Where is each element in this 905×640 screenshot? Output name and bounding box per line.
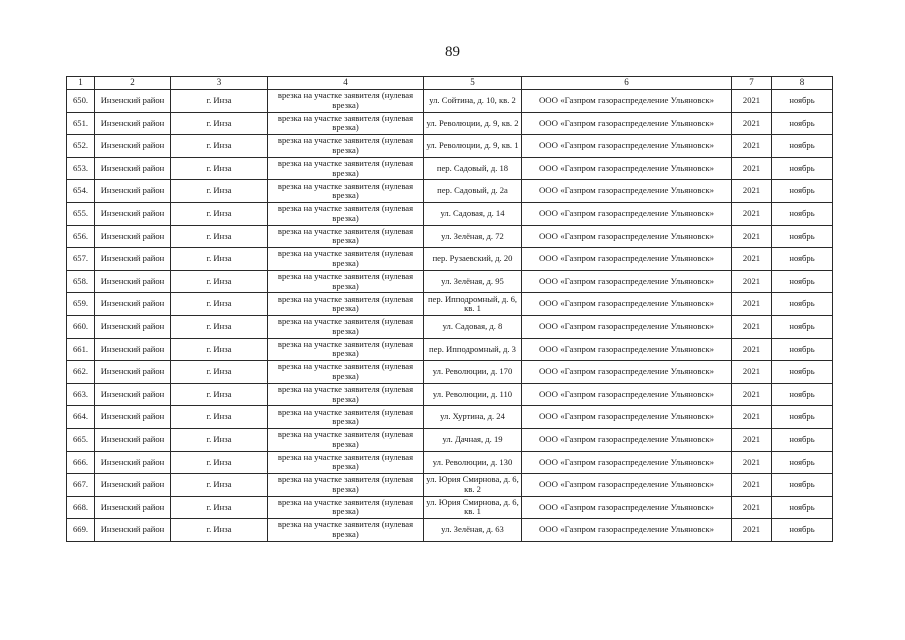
month-cell: ноябрь <box>772 135 833 158</box>
work-type-cell: врезка на участке заявителя (нулевая врезка) <box>268 135 424 158</box>
row-number-cell: 655. <box>67 202 95 225</box>
table-row <box>67 383 833 406</box>
locality-cell: г. Инза <box>171 248 268 271</box>
district-cell: Инзенский район <box>95 90 171 113</box>
table-row <box>67 293 833 316</box>
district-cell: Инзенский район <box>95 474 171 497</box>
row-number-cell: 657. <box>67 248 95 271</box>
year-cell: 2021 <box>732 496 772 519</box>
address-cell: пер. Садовый, д. 18 <box>424 157 522 180</box>
work-type-cell: врезка на участке заявителя (нулевая врезка) <box>268 180 424 203</box>
year-cell: 2021 <box>732 338 772 361</box>
year-cell: 2021 <box>732 270 772 293</box>
work-type-cell: врезка на участке заявителя (нулевая врезка) <box>268 270 424 293</box>
locality-cell: г. Инза <box>171 519 268 542</box>
year-cell: 2021 <box>732 474 772 497</box>
district-cell: Инзенский район <box>95 451 171 474</box>
district-cell: Инзенский район <box>95 135 171 158</box>
year-cell: 2021 <box>732 112 772 135</box>
organization-cell: ООО «Газпром газораспределение Ульяновск» <box>522 315 732 338</box>
organization-cell: ООО «Газпром газораспределение Ульяновск» <box>522 112 732 135</box>
month-cell: ноябрь <box>772 361 833 384</box>
year-cell: 2021 <box>732 519 772 542</box>
column-header: 6 <box>522 77 732 90</box>
district-cell: Инзенский район <box>95 180 171 203</box>
district-cell: Инзенский район <box>95 406 171 429</box>
month-cell: ноябрь <box>772 428 833 451</box>
work-type-cell: врезка на участке заявителя (нулевая врезка) <box>268 202 424 225</box>
locality-cell: г. Инза <box>171 361 268 384</box>
table-row <box>67 270 833 293</box>
organization-cell: ООО «Газпром газораспределение Ульяновск» <box>522 519 732 542</box>
district-cell: Инзенский район <box>95 361 171 384</box>
organization-cell: ООО «Газпром газораспределение Ульяновск» <box>522 361 732 384</box>
organization-cell: ООО «Газпром газораспределение Ульяновск» <box>522 338 732 361</box>
locality-cell: г. Инза <box>171 338 268 361</box>
row-number-cell: 652. <box>67 135 95 158</box>
address-cell: ул. Революции, д. 9, кв. 2 <box>424 112 522 135</box>
year-cell: 2021 <box>732 225 772 248</box>
year-cell: 2021 <box>732 361 772 384</box>
locality-cell: г. Инза <box>171 270 268 293</box>
row-number-cell: 663. <box>67 383 95 406</box>
address-cell: ул. Революции, д. 130 <box>424 451 522 474</box>
address-cell: ул. Зелёная, д. 63 <box>424 519 522 542</box>
organization-cell: ООО «Газпром газораспределение Ульяновск» <box>522 225 732 248</box>
work-type-cell: врезка на участке заявителя (нулевая врезка) <box>268 361 424 384</box>
organization-cell: ООО «Газпром газораспределение Ульяновск» <box>522 496 732 519</box>
table-row <box>67 361 833 384</box>
month-cell: ноябрь <box>772 519 833 542</box>
table-row <box>67 428 833 451</box>
year-cell: 2021 <box>732 406 772 429</box>
locality-cell: г. Инза <box>171 135 268 158</box>
locality-cell: г. Инза <box>171 474 268 497</box>
district-cell: Инзенский район <box>95 383 171 406</box>
row-number-cell: 658. <box>67 270 95 293</box>
district-cell: Инзенский район <box>95 293 171 316</box>
locality-cell: г. Инза <box>171 496 268 519</box>
locality-cell: г. Инза <box>171 451 268 474</box>
organization-cell: ООО «Газпром газораспределение Ульяновск» <box>522 270 732 293</box>
year-cell: 2021 <box>732 180 772 203</box>
row-number-cell: 660. <box>67 315 95 338</box>
row-number-cell: 650. <box>67 90 95 113</box>
row-number-cell: 659. <box>67 293 95 316</box>
year-cell: 2021 <box>732 383 772 406</box>
district-cell: Инзенский район <box>95 519 171 542</box>
column-header: 3 <box>171 77 268 90</box>
month-cell: ноябрь <box>772 90 833 113</box>
district-cell: Инзенский район <box>95 112 171 135</box>
organization-cell: ООО «Газпром газораспределение Ульяновск» <box>522 157 732 180</box>
district-cell: Инзенский район <box>95 157 171 180</box>
organization-cell: ООО «Газпром газораспределение Ульяновск» <box>522 248 732 271</box>
table-row <box>67 248 833 271</box>
table-row <box>67 451 833 474</box>
district-cell: Инзенский район <box>95 496 171 519</box>
locality-cell: г. Инза <box>171 225 268 248</box>
address-cell: ул. Зелёная, д. 72 <box>424 225 522 248</box>
month-cell: ноябрь <box>772 383 833 406</box>
month-cell: ноябрь <box>772 338 833 361</box>
row-number-cell: 667. <box>67 474 95 497</box>
row-number-cell: 656. <box>67 225 95 248</box>
organization-cell: ООО «Газпром газораспределение Ульяновск» <box>522 202 732 225</box>
year-cell: 2021 <box>732 157 772 180</box>
address-cell: ул. Сойтина, д. 10, кв. 2 <box>424 90 522 113</box>
row-number-cell: 665. <box>67 428 95 451</box>
table-row <box>67 90 833 113</box>
table-row <box>67 406 833 429</box>
row-number-cell: 664. <box>67 406 95 429</box>
work-type-cell: врезка на участке заявителя (нулевая врезка) <box>268 474 424 497</box>
address-cell: ул. Революции, д. 9, кв. 1 <box>424 135 522 158</box>
work-type-cell: врезка на участке заявителя (нулевая врезка) <box>268 225 424 248</box>
work-type-cell: врезка на участке заявителя (нулевая врезка) <box>268 519 424 542</box>
organization-cell: ООО «Газпром газораспределение Ульяновск» <box>522 180 732 203</box>
address-cell: ул. Юрия Смирнова, д. 6, кв. 2 <box>424 474 522 497</box>
work-type-cell: врезка на участке заявителя (нулевая врезка) <box>268 157 424 180</box>
month-cell: ноябрь <box>772 225 833 248</box>
month-cell: ноябрь <box>772 496 833 519</box>
row-number-cell: 654. <box>67 180 95 203</box>
address-cell: ул. Юрия Смирнова, д. 6, кв. 1 <box>424 496 522 519</box>
row-number-cell: 661. <box>67 338 95 361</box>
work-type-cell: врезка на участке заявителя (нулевая врезка) <box>268 293 424 316</box>
column-header: 1 <box>67 77 95 90</box>
locality-cell: г. Инза <box>171 406 268 429</box>
year-cell: 2021 <box>732 315 772 338</box>
work-type-cell: врезка на участке заявителя (нулевая врезка) <box>268 406 424 429</box>
organization-cell: ООО «Газпром газораспределение Ульяновск» <box>522 451 732 474</box>
column-header: 8 <box>772 77 833 90</box>
row-number-cell: 668. <box>67 496 95 519</box>
district-cell: Инзенский район <box>95 315 171 338</box>
organization-cell: ООО «Газпром газораспределение Ульяновск» <box>522 406 732 429</box>
month-cell: ноябрь <box>772 270 833 293</box>
work-type-cell: врезка на участке заявителя (нулевая врезка) <box>268 496 424 519</box>
table-row <box>67 225 833 248</box>
year-cell: 2021 <box>732 248 772 271</box>
month-cell: ноябрь <box>772 406 833 429</box>
year-cell: 2021 <box>732 293 772 316</box>
address-cell: ул. Зелёная, д. 95 <box>424 270 522 293</box>
row-number-cell: 669. <box>67 519 95 542</box>
address-cell: пер. Рузаевский, д. 20 <box>424 248 522 271</box>
locality-cell: г. Инза <box>171 112 268 135</box>
column-header: 4 <box>268 77 424 90</box>
district-cell: Инзенский район <box>95 202 171 225</box>
address-cell: ул. Дачная, д. 19 <box>424 428 522 451</box>
address-cell: ул. Революции, д. 170 <box>424 361 522 384</box>
table-row <box>67 496 833 519</box>
locality-cell: г. Инза <box>171 293 268 316</box>
address-cell: ул. Революции, д. 110 <box>424 383 522 406</box>
address-cell: пер. Ипподромный, д. 6, кв. 1 <box>424 293 522 316</box>
work-type-cell: врезка на участке заявителя (нулевая врезка) <box>268 383 424 406</box>
year-cell: 2021 <box>732 428 772 451</box>
address-cell: ул. Садовая, д. 8 <box>424 315 522 338</box>
work-type-cell: врезка на участке заявителя (нулевая врезка) <box>268 451 424 474</box>
locality-cell: г. Инза <box>171 157 268 180</box>
table-row <box>67 474 833 497</box>
register-table <box>66 76 833 542</box>
year-cell: 2021 <box>732 135 772 158</box>
table-row <box>67 338 833 361</box>
district-cell: Инзенский район <box>95 225 171 248</box>
organization-cell: ООО «Газпром газораспределение Ульяновск» <box>522 474 732 497</box>
month-cell: ноябрь <box>772 315 833 338</box>
table-row <box>67 315 833 338</box>
month-cell: ноябрь <box>772 451 833 474</box>
work-type-cell: врезка на участке заявителя (нулевая врезка) <box>268 112 424 135</box>
month-cell: ноябрь <box>772 474 833 497</box>
work-type-cell: врезка на участке заявителя (нулевая врезка) <box>268 90 424 113</box>
table-row <box>67 519 833 542</box>
work-type-cell: врезка на участке заявителя (нулевая врезка) <box>268 248 424 271</box>
work-type-cell: врезка на участке заявителя (нулевая врезка) <box>268 338 424 361</box>
table-body <box>67 90 833 542</box>
work-type-cell: врезка на участке заявителя (нулевая врезка) <box>268 315 424 338</box>
address-cell: ул. Садовая, д. 14 <box>424 202 522 225</box>
organization-cell: ООО «Газпром газораспределение Ульяновск» <box>522 293 732 316</box>
year-cell: 2021 <box>732 90 772 113</box>
row-number-cell: 666. <box>67 451 95 474</box>
table-row <box>67 112 833 135</box>
address-cell: ул. Хуртина, д. 24 <box>424 406 522 429</box>
district-cell: Инзенский район <box>95 248 171 271</box>
locality-cell: г. Инза <box>171 202 268 225</box>
locality-cell: г. Инза <box>171 90 268 113</box>
row-number-cell: 651. <box>67 112 95 135</box>
page-number: 89 <box>445 44 460 60</box>
organization-cell: ООО «Газпром газораспределение Ульяновск» <box>522 428 732 451</box>
locality-cell: г. Инза <box>171 180 268 203</box>
column-header: 5 <box>424 77 522 90</box>
month-cell: ноябрь <box>772 202 833 225</box>
column-header: 2 <box>95 77 171 90</box>
table-header-row <box>67 77 833 90</box>
table-row <box>67 157 833 180</box>
row-number-cell: 653. <box>67 157 95 180</box>
organization-cell: ООО «Газпром газораспределение Ульяновск» <box>522 135 732 158</box>
year-cell: 2021 <box>732 451 772 474</box>
work-type-cell: врезка на участке заявителя (нулевая врезка) <box>268 428 424 451</box>
district-cell: Инзенский район <box>95 338 171 361</box>
district-cell: Инзенский район <box>95 428 171 451</box>
table-row <box>67 135 833 158</box>
locality-cell: г. Инза <box>171 383 268 406</box>
district-cell: Инзенский район <box>95 270 171 293</box>
address-cell: пер. Садовый, д. 2а <box>424 180 522 203</box>
table-row <box>67 180 833 203</box>
row-number-cell: 662. <box>67 361 95 384</box>
organization-cell: ООО «Газпром газораспределение Ульяновск» <box>522 90 732 113</box>
year-cell: 2021 <box>732 202 772 225</box>
month-cell: ноябрь <box>772 157 833 180</box>
address-cell: пер. Ипподромный, д. 3 <box>424 338 522 361</box>
month-cell: ноябрь <box>772 112 833 135</box>
month-cell: ноябрь <box>772 248 833 271</box>
locality-cell: г. Инза <box>171 428 268 451</box>
table-row <box>67 202 833 225</box>
month-cell: ноябрь <box>772 180 833 203</box>
organization-cell: ООО «Газпром газораспределение Ульяновск» <box>522 383 732 406</box>
locality-cell: г. Инза <box>171 315 268 338</box>
column-header: 7 <box>732 77 772 90</box>
month-cell: ноябрь <box>772 293 833 316</box>
